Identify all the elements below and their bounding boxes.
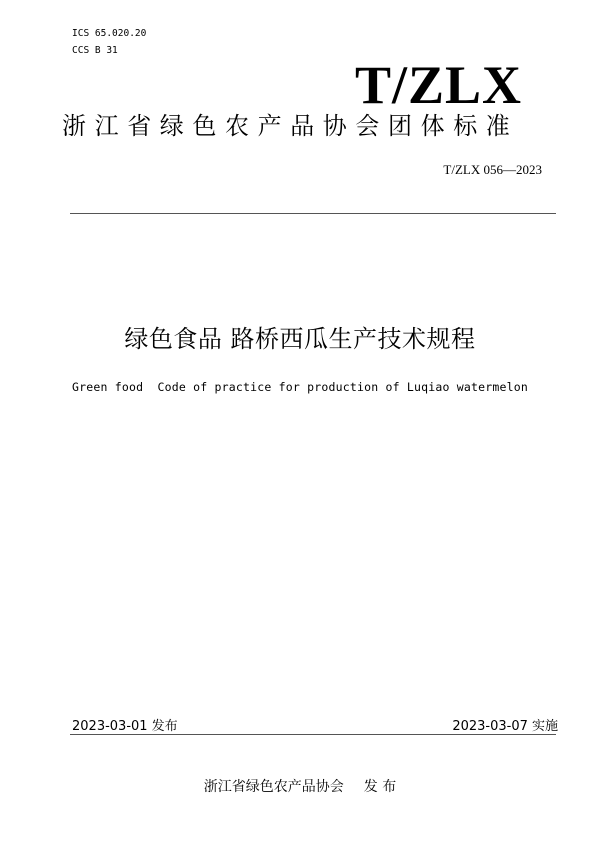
ics-code: ICS 65.020.20 <box>72 28 147 39</box>
document-title-english: Green food Code of practice for production of Luqiao watermelon <box>72 380 528 394</box>
publisher-action: 发 布 <box>363 779 397 795</box>
standard-code: T/ZLX <box>354 55 522 115</box>
document-title-chinese: 绿色食品 路桥西瓜生产技术规程 <box>124 325 476 353</box>
publisher-name: 浙江省绿色农产品协会 <box>203 779 344 795</box>
organization-title: 浙江省绿色农产品协会团体标准 <box>62 112 519 140</box>
publisher-line <box>0 776 600 796</box>
issue-date: 2023-03-01 发布 <box>72 719 178 734</box>
top-divider <box>70 213 556 214</box>
standard-number: T/ZLX 056—2023 <box>443 162 542 177</box>
implementation-date: 2023-03-07 实施 <box>452 719 558 734</box>
bottom-divider <box>70 734 556 735</box>
ccs-code: CCS B 31 <box>72 45 118 56</box>
